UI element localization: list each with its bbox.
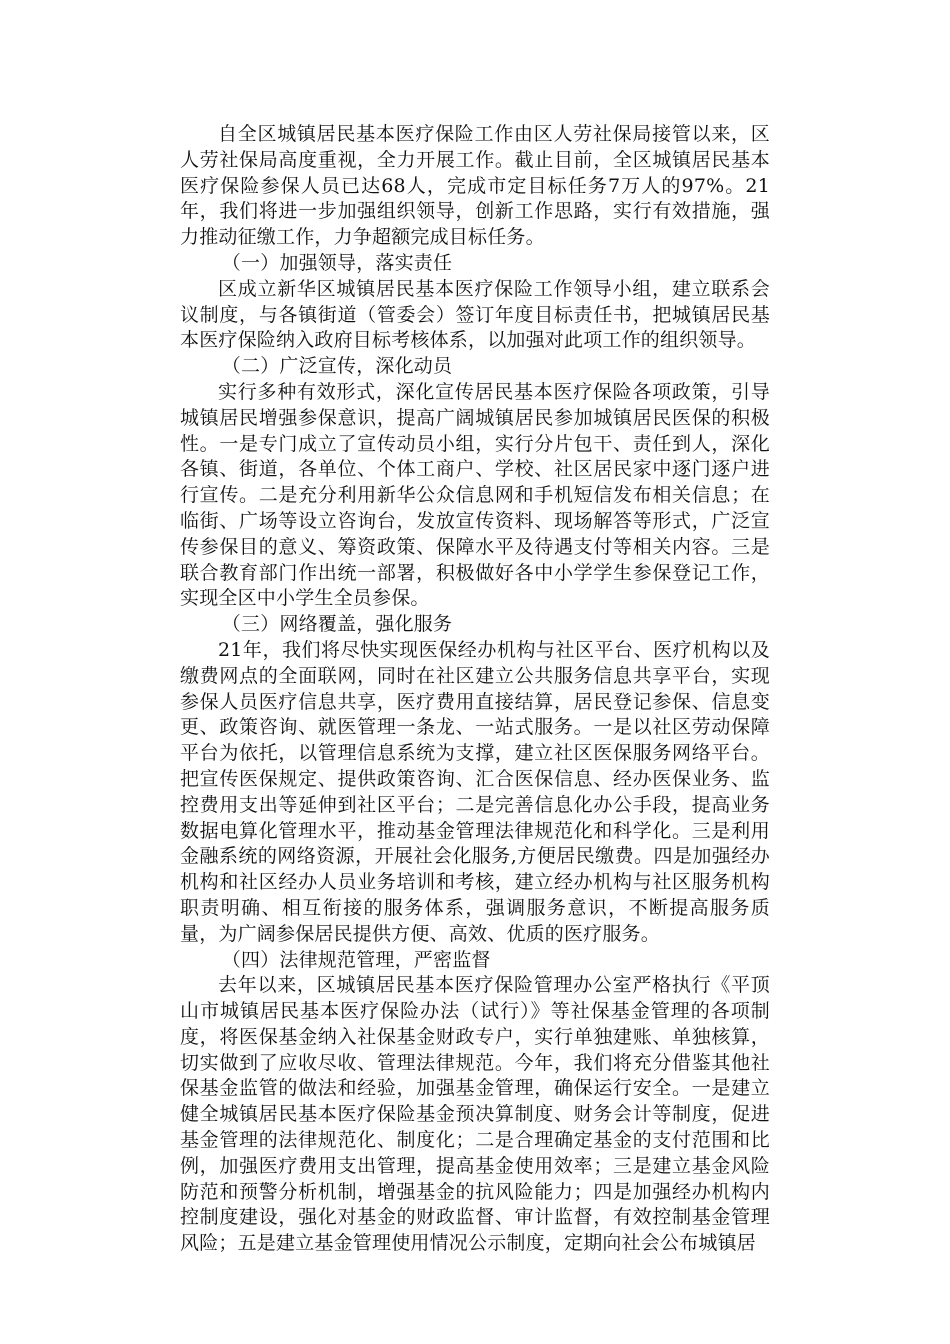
section-heading-1: （一）加强领导，落实责任 <box>221 251 453 274</box>
paragraph-section-2: 实行多种有效形式，深化宣传居民基本医疗保险各项政策，引导城镇居民增强参保意识，提高广阔城镇居民参加城镇居民医保的积极性。一是专门成立了宣传动员小组，实行分片包干、责任到人，深化各镇、街道，各单位、个体工商户、学校、社区居民家中逐门逐户进行宣传。二是充分利用新华公众信息网和手机短信发布相关信息；在临街、广场等设立咨询台，发放宣传资料、现场解答等形式，广泛宣传参保目的意义、筹资政策、保障水平及待遇支付等相关内容。三是联合教育部门作出统一部署，积极做好各中小学学生参保登记工作，实现全区中小学生全员参保。 <box>180 380 770 610</box>
section-heading-3: （三）网络覆盖，强化服务 <box>221 613 453 636</box>
paragraph-section-3: 21年，我们将尽快实现医保经办机构与社区平台、医疗机构以及缴费网点的全面联网，同时在社区建立公共服务信息共享平台，实现参保人员医疗信息共享，医疗费用直接结算，居民登记参保、信息变更、政策咨询、就医管理一条龙、一站式服务。一是以社区劳动保障平台为依托，以管理信息系统为支撑，建立社区医保服务网络平台。把宣传医保规定、提供政策咨询、汇合医保信息、经办医保业务、监控费用支出等延伸到社区平台；二是完善信息化办公手段，提高业务数据电算化管理水平，推动基金管理法律规范化和科学化。三是利用金融系统的网络资源，开展社会化服务,方便居民缴费。四是加强经办机构和社区经办人员业务培训和考核，建立经办机构与社区服务机构职责明确、相互衔接的服务体系，强调服务意识，不断提高服务质量，为广阔参保居民提供方便、高效、优质的医疗服务。 <box>180 638 770 945</box>
paragraph-section-1: 区成立新华区城镇居民基本医疗保险工作领导小组，建立联系会议制度，与各镇街道（管委会）签订年度目标责任书，把城镇居民基本医疗保险纳入政府目标考核体系，以加强对此项工作的组织领导。 <box>180 277 770 352</box>
document-body <box>180 122 770 1257</box>
section-heading-2: （二）广泛宣传，深化动员 <box>221 355 453 378</box>
paragraph-intro: 自全区城镇居民基本医疗保险工作由区人劳社保局接管以来，区人劳社保局高度重视，全力开展工作。截止目前，全区城镇居民基本医疗保险参保人员已达68人，完成市定目标任务7万人的97%。21年，我们将进一步加强组织领导，创新工作思路，实行有效措施，强力推动征缴工作，力争超额完成目标任务。 <box>180 123 770 249</box>
section-heading-4: （四）法律规范管理，严密监督 <box>221 948 491 971</box>
paragraph-section-4: 去年以来，区城镇居民基本医疗保险管理办公室严格执行《平顶山市城镇居民基本医疗保险办法（试行）》等社保基金管理的各项制度，将医保基金纳入社保基金财政专户，实行单独建账、单独核算，切实做到了应收尽收、管理法律规范。今年，我们将充分借鉴其他社保基金监管的做法和经验，加强基金管理，确保运行安全。一是建立健全城镇居民基本医疗保险基金预决算制度、财务会计等制度，促进基金管理的法律规范化、制度化；二是合理确定基金的支付范围和比例，加强医疗费用支出管理，提高基金使用效率；三是建立基金风险防范和预警分析机制，增强基金的抗风险能力；四是加强经办机构内控制度建设，强化对基金的财政监督、审计监督，有效控制基金管理风险；五是建立基金管理使用情况公示制度，定期向社会公布城镇居 <box>180 974 770 1255</box>
